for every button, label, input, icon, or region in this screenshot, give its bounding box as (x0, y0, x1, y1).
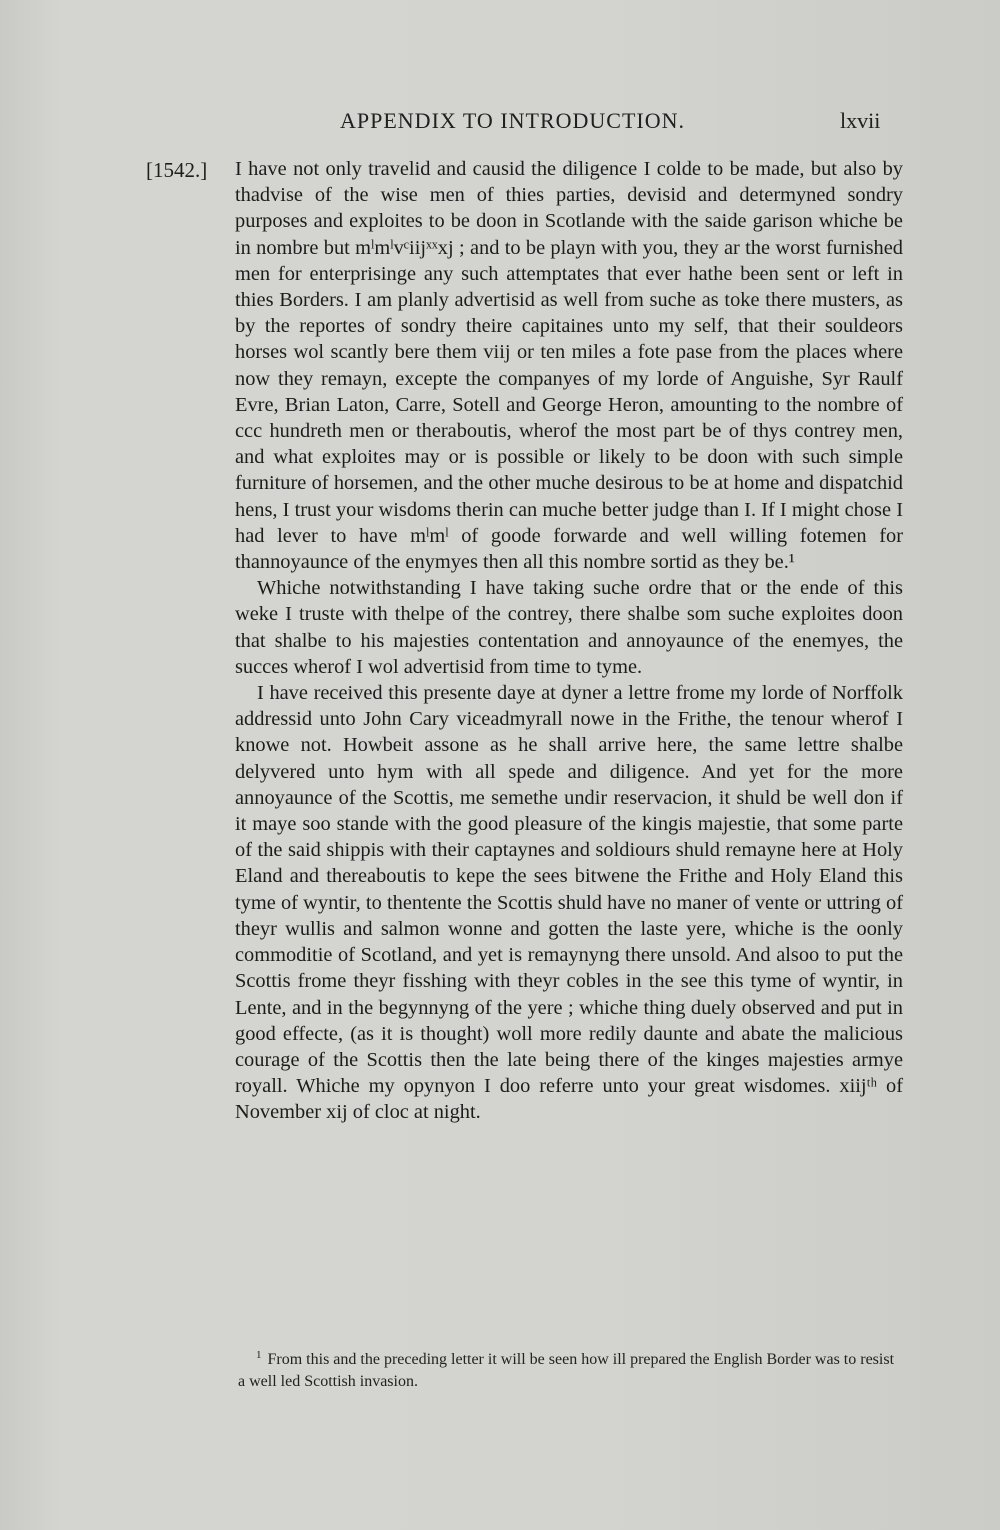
running-title: APPENDIX TO INTRODUCTION. (340, 108, 686, 133)
footnote (238, 1349, 894, 1393)
letter-body (235, 156, 903, 1126)
running-header (0, 108, 1000, 138)
page-number: lxvii (840, 108, 881, 133)
margin-date: [1542.] (146, 158, 208, 182)
paragraph-3: I have received this presente daye at dyner a lettre frome my lorde of Norffolk addressid unto John Cary viceadmyrall nowe in the Frithe, the tenour wherof I knowe not. Howbeit assone as he shall arrive here, the same lettre shalbe delyvered unto hym with all spede and diligence. And yet for the more annoyaunce of the Scottis, me semethe undir reservacion, it shuld be well don if it maye soo stande with the good pleasure of the kingis majestie, that some parte of the said shippis with their captaynes and soldiours shuld remayne here at Holy Eland and thereaboutis to kepe the sees bitwene the Frithe and Holy Eland this tyme of wyntir, to thentente the Scottis shuld have no maner of vente or uttring of theyr wullis and salmon wonne and gotten the laste yere, whiche is the oonly commoditie of Scotland, and yet is remaynyng there unsold. And alsoo to put the Scottis frome theyr fisshing with theyr cobles in the see this tyme of wyntir, in Lente, and in the begynnyng of the yere ; whiche thing duely observed and put in good effecte, (as it is thought) woll more redily daunte and abate the malicious courage of the Scottis then the late being there of the kinges majesties armye royall. Whiche my opynyon I doo referre unto your great wisdomes. xiijᵗʰ of November xij of cloc at night. (235, 682, 903, 1124)
paragraph-1: I have not only travelid and causid the diligence I colde to be made, but also by thadvise of the wise men of thies parties, devisid and determyned sondry purposes and exploites to be doon in Scotlande with the saide garison whiche be in nombre but mˡmˡvᶜiijˣˣxj ; and to be playn with you, they ar the worst furnished men for enterprisinge any such attemptates that ever hathe been sent or left in thies Borders. I am planly advertisid as well from suche as toke there musters, as by the reportes of sondry theire capitaines unto my self, that their souldeors horses wol scantly bere them viij or ten miles a fote pase from the places where now they remayn, excepte the companyes of my lorde of Anguishe, Syr Raulf Evre, Brian Laton, Carre, Sotell and George Heron, amounting to the nombre of ccc hundreth men or theraboutis, wherof the most part be of thys contrey men, and what exploites may or is possible or likely to be doon with such simple furniture of horsemen, and the other muche desirous to be at home and dispatchid hens, I trust your wisdoms therin can muche better judge than I. If I might chose I had lever to have mˡmˡ of goode forwarde and well willing fotemen for thannoyaunce of the enymyes then all this nombre sortid as they be.¹ (235, 158, 903, 574)
footnote-text: From this and the preceding letter it will be seen how ill prepared the English Border was to resist a well led Scottish invasion. (238, 1351, 895, 1390)
footnote-mark: 1 (256, 1349, 262, 1361)
paragraph-2: Whiche notwithstanding I have taking suche ordre that or the ende of this weke I truste with thelpe of the contrey, there shalbe som suche exploites doon that shalbe to his majesties contentation and annoyaunce of the enemyes, the succes wherof I wol advertisid from time to tyme. (235, 577, 903, 678)
